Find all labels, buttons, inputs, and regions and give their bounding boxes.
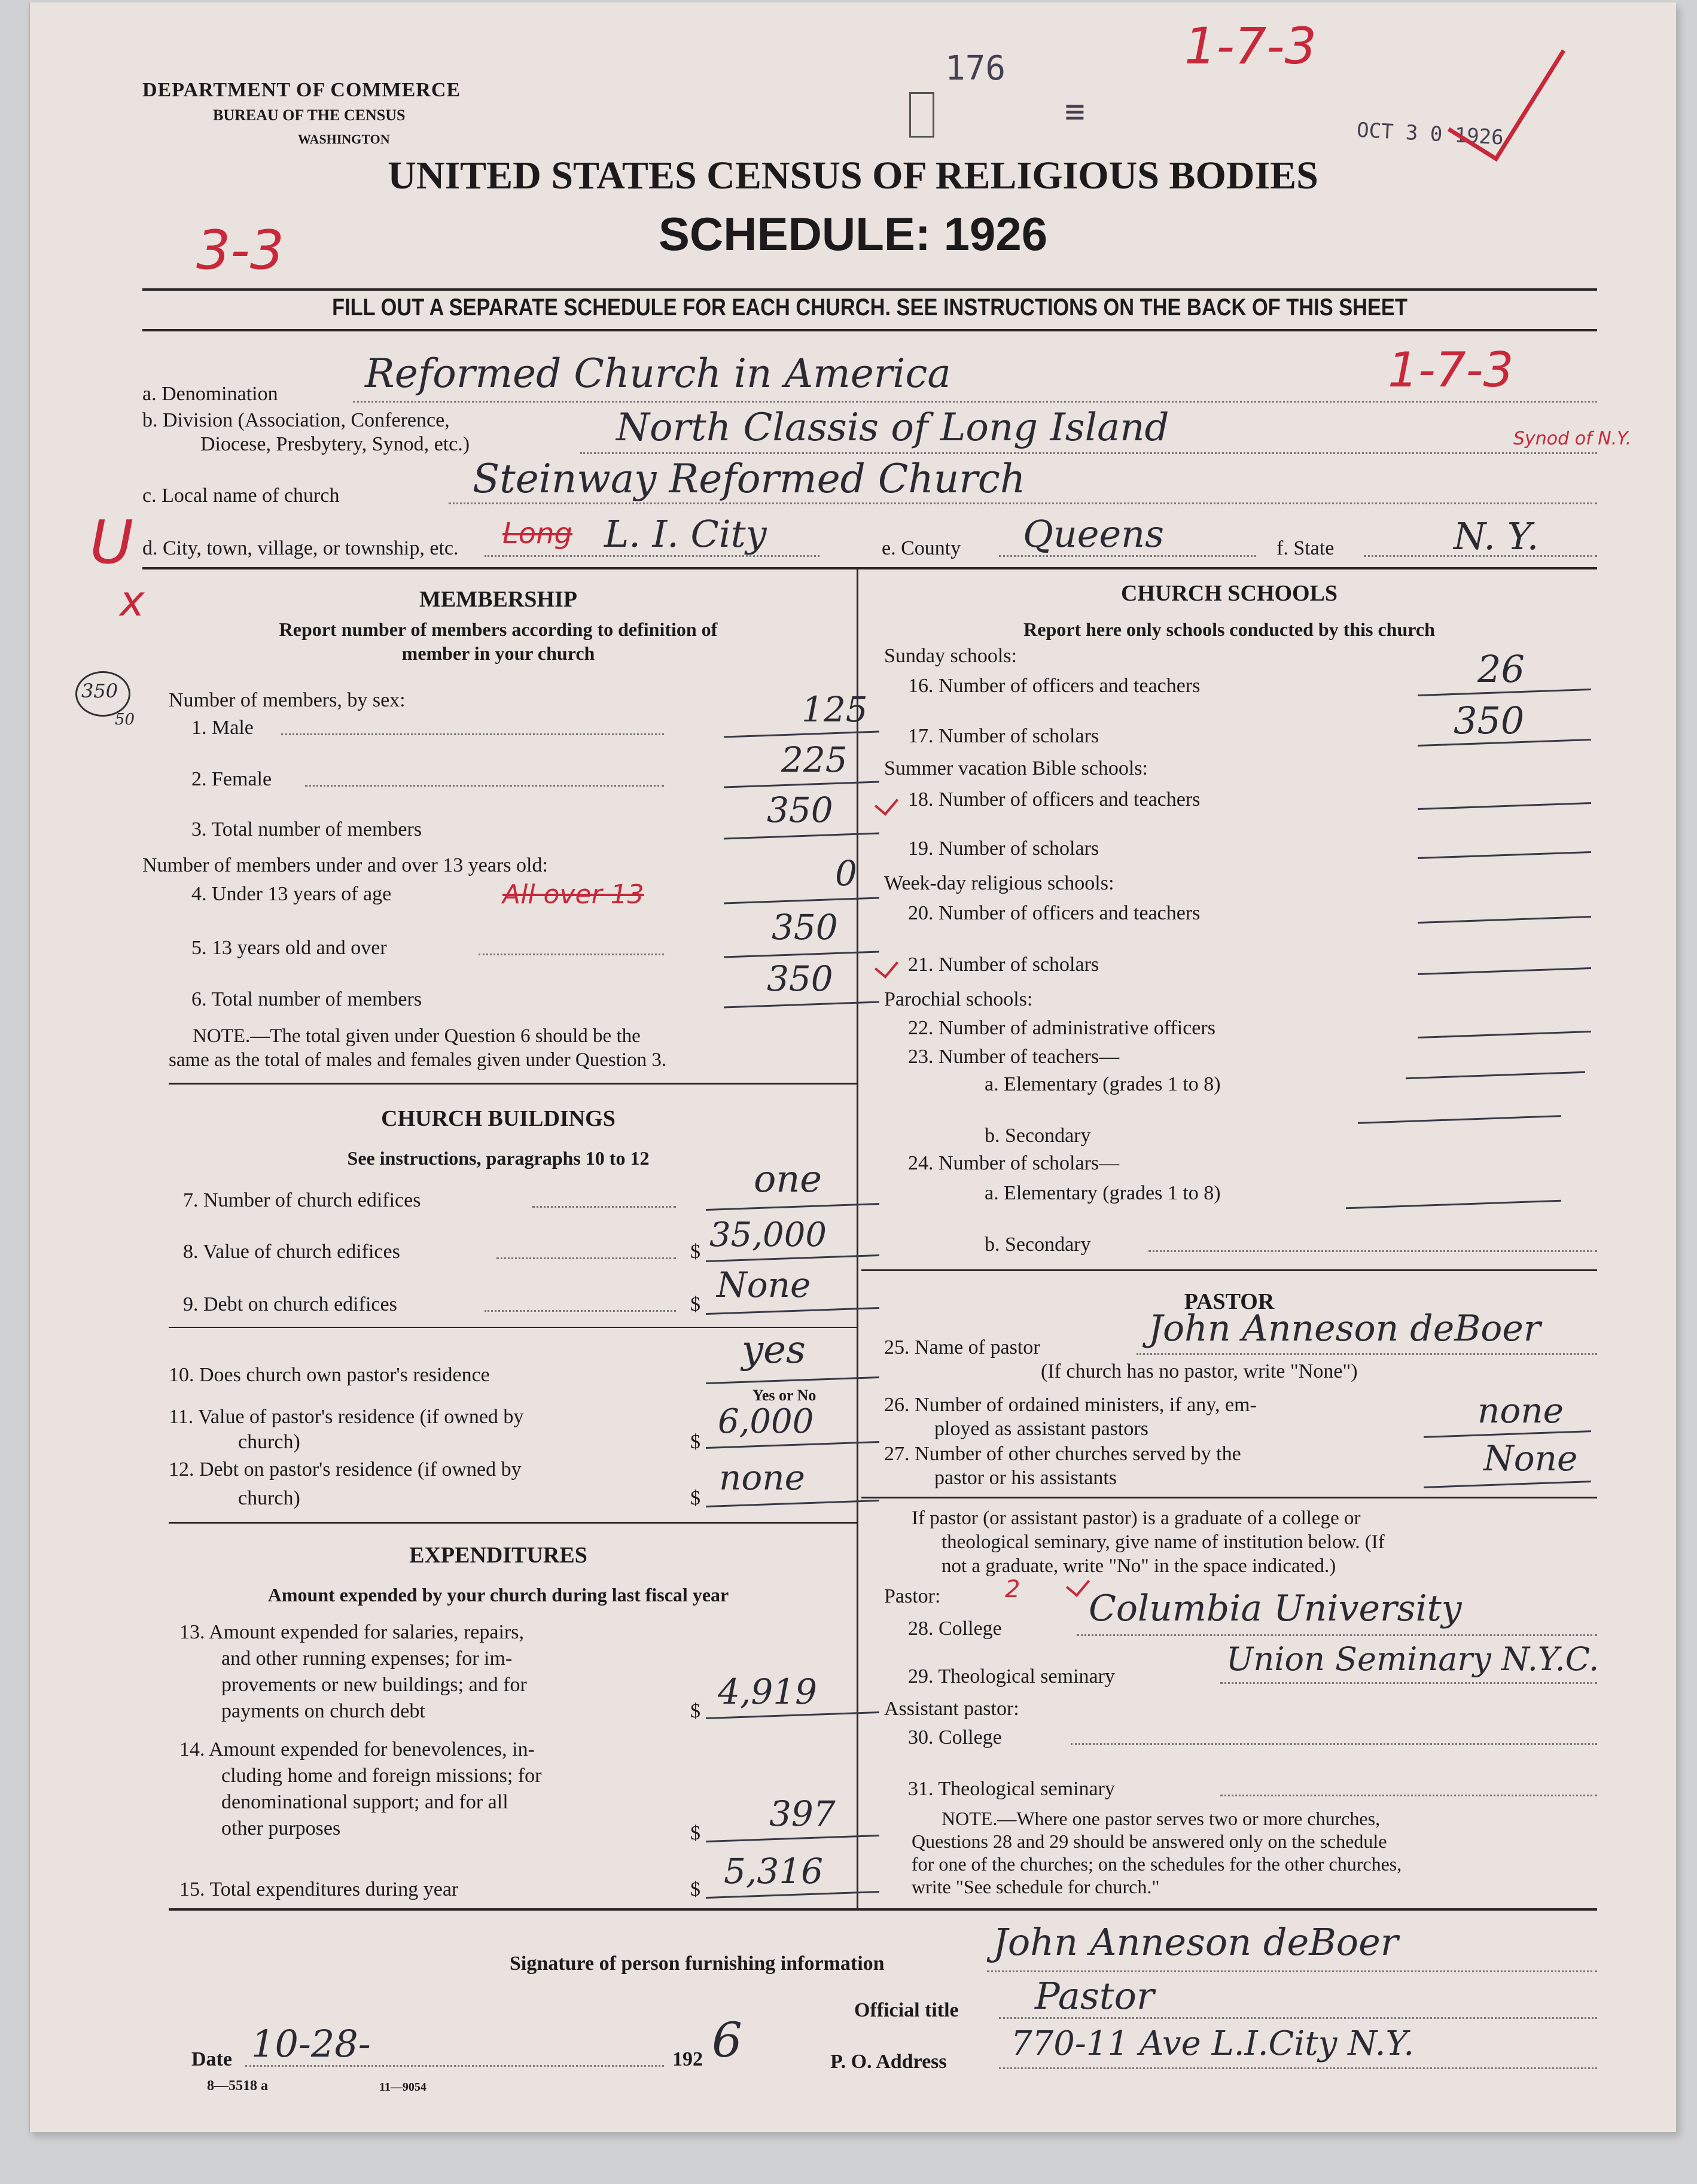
county-line xyxy=(999,555,1256,557)
margin-circle-value: 350 xyxy=(81,680,118,702)
synod-note: Synod of N.Y. xyxy=(1513,428,1632,449)
q24-label: 24. Number of scholars— xyxy=(908,1152,1120,1174)
q29-label: 29. Theological seminary xyxy=(908,1665,1115,1688)
q12-answer-line xyxy=(706,1500,879,1507)
date-label: Date xyxy=(191,2048,232,2070)
q27-label-1: 27. Number of other churches served by the xyxy=(884,1443,1241,1465)
q2-line xyxy=(305,785,664,787)
city-value: L. I. City xyxy=(604,512,767,556)
side-code: 1-7-3 xyxy=(1388,342,1514,398)
q8-line xyxy=(496,1257,676,1259)
city-label: WASHINGTON xyxy=(298,132,390,147)
date-value: 10-28- xyxy=(251,2022,371,2066)
state-line xyxy=(1364,555,1597,557)
q9-line xyxy=(485,1310,676,1312)
q6-total-label: 6. Total number of members xyxy=(191,988,422,1010)
county-label: e. County xyxy=(882,537,961,559)
schools-intro: Report here only schools conducted by this church xyxy=(1023,619,1435,640)
pastor-mark: 2 xyxy=(1005,1576,1020,1603)
q18-answer-line xyxy=(1418,802,1591,810)
q28-value: Columbia University xyxy=(1089,1588,1462,1629)
margin-x: x xyxy=(120,577,145,626)
q9-dollar: $ xyxy=(690,1293,700,1315)
members-by-age-label: Number of members under and over 13 years old: xyxy=(142,854,548,876)
q14-answer-line xyxy=(706,1835,879,1842)
q12-label-1: 12. Debt on pastor's residence (if owned by xyxy=(169,1458,522,1481)
left-code: 3-3 xyxy=(196,219,284,282)
margin-u: U xyxy=(90,507,134,577)
parochial-schools-label: Parochial schools: xyxy=(884,988,1033,1010)
q25-line xyxy=(1137,1353,1597,1355)
q8-dollar: $ xyxy=(690,1241,700,1263)
q14-line-3: denominational support; and for all xyxy=(221,1791,508,1813)
q7-answer-line xyxy=(706,1203,879,1211)
q15-answer-line xyxy=(706,1891,879,1899)
q24b-line xyxy=(1148,1250,1597,1252)
expenditures-heading: EXPENDITURES xyxy=(409,1543,587,1568)
q13-value: 4,919 xyxy=(718,1671,818,1712)
local-name-value: Steinway Reformed Church xyxy=(473,456,1026,502)
q9-answer-line xyxy=(706,1307,879,1315)
denomination-value: Reformed Church in America xyxy=(365,351,951,397)
summer-schools-label: Summer vacation Bible schools: xyxy=(884,757,1148,779)
column-divider xyxy=(857,569,858,1909)
q7-label: 7. Number of church edifices xyxy=(183,1189,421,1211)
q12-dollar: $ xyxy=(690,1487,700,1509)
red-checkmark xyxy=(1448,21,1565,162)
expenditures-intro: Amount expended by your church during last fiscal year xyxy=(267,1584,729,1606)
q19-label: 19. Number of scholars xyxy=(908,837,1099,860)
q9-value: None xyxy=(717,1265,811,1305)
q4-struck-text: All over 13 xyxy=(502,879,644,910)
q10-hint: Yes or No xyxy=(752,1387,816,1404)
q1-male-label: 1. Male xyxy=(191,717,254,739)
q7-line xyxy=(532,1206,676,1208)
q13-line-3: provements or new buildings; and for xyxy=(221,1674,527,1696)
q26-value: none xyxy=(1477,1390,1564,1431)
q1-male-value: 125 xyxy=(802,689,868,730)
q15-label: 15. Total expenditures during year xyxy=(179,1878,459,1900)
q8-label: 8. Value of church edifices xyxy=(183,1241,400,1263)
q24b-label: b. Secondary xyxy=(985,1233,1091,1256)
membership-note-1: NOTE.—The total given under Question 6 should be the xyxy=(193,1025,641,1047)
form-code: 8—5518 a xyxy=(207,2078,268,2094)
q16-label: 16. Number of officers and teachers xyxy=(908,675,1201,697)
q31-label: 31. Theological seminary xyxy=(908,1778,1115,1800)
q12-value: none xyxy=(719,1457,805,1498)
pastor-note-3: for one of the churches; on the schedules for the other churches, xyxy=(912,1853,1402,1875)
graduate-text-2: theological seminary, give name of institution below. (If xyxy=(942,1531,1385,1553)
q14-line-1: 14. Amount expended for benevolences, in- xyxy=(179,1738,535,1760)
q7-value: one xyxy=(754,1157,822,1201)
date-line xyxy=(245,2065,664,2067)
po-address-label: P. O. Address xyxy=(830,2051,947,2073)
q21-label: 21. Number of scholars xyxy=(908,954,1099,976)
signature-line xyxy=(987,1970,1597,1972)
stamp-strike: ≡ xyxy=(1065,92,1085,131)
q3-total-value: 350 xyxy=(767,790,833,830)
q12-label-2: church) xyxy=(238,1487,300,1509)
q26-answer-line xyxy=(1424,1430,1591,1438)
pastor-sublabel: Pastor: xyxy=(884,1585,941,1607)
q29-value: Union Seminary N.Y.C. xyxy=(1226,1640,1599,1678)
q23a-label: a. Elementary (grades 1 to 8) xyxy=(985,1073,1221,1095)
q21-answer-line xyxy=(1418,967,1591,975)
q15-value: 5,316 xyxy=(724,1851,824,1891)
rule-bottom xyxy=(169,1908,1597,1911)
margin-under-value: 50 xyxy=(115,711,135,729)
rule-membership xyxy=(169,1083,857,1085)
q25-label: 25. Name of pastor xyxy=(884,1336,1040,1358)
signature-label: Signature of person furnishing information xyxy=(510,1952,885,1975)
q11-label-2: church) xyxy=(238,1431,300,1453)
q6-total-value: 350 xyxy=(767,958,833,999)
q3-answer-line xyxy=(724,832,879,839)
q11-label-1: 11. Value of pastor's residence (if owned by xyxy=(169,1406,524,1428)
q13-line-1: 13. Amount expended for salaries, repairs, xyxy=(179,1621,524,1643)
q26-label-1: 26. Number of ordained ministers, if any, em- xyxy=(884,1394,1257,1416)
q13-dollar: $ xyxy=(690,1700,700,1722)
signature-value: John Anneson deBoer xyxy=(993,1920,1399,1964)
q10-value: yes xyxy=(742,1328,806,1372)
q30-line xyxy=(1071,1743,1597,1745)
q23a-answer-line xyxy=(1406,1071,1585,1079)
state-label: f. State xyxy=(1276,537,1335,559)
q23b-label: b. Secondary xyxy=(985,1125,1091,1147)
denomination-line xyxy=(353,401,1597,403)
q2-female-label: 2. Female xyxy=(191,768,272,790)
division-label-1: b. Division (Association, Conference, xyxy=(142,409,450,431)
q20-answer-line xyxy=(1418,916,1591,924)
buildings-heading: CHURCH BUILDINGS xyxy=(381,1106,616,1131)
members-by-sex-label: Number of members, by sex: xyxy=(169,689,406,711)
q20-label: 20. Number of officers and teachers xyxy=(908,902,1201,924)
q13-answer-line xyxy=(706,1711,879,1719)
q5-answer-line xyxy=(724,951,879,958)
q24a-label: a. Elementary (grades 1 to 8) xyxy=(985,1182,1221,1204)
q22-answer-line xyxy=(1418,1031,1591,1038)
sunday-schools-label: Sunday schools: xyxy=(884,645,1017,667)
q24a-answer-line xyxy=(1346,1200,1561,1210)
q6-red-check xyxy=(875,954,898,978)
q4-under13-label: 4. Under 13 years of age xyxy=(191,883,392,905)
q8-answer-line xyxy=(706,1254,879,1262)
q26-label-2: ployed as assistant pastors xyxy=(934,1418,1148,1440)
q5-over13-value: 350 xyxy=(772,907,838,948)
q10-answer-line xyxy=(706,1376,879,1384)
stamp-box xyxy=(909,92,934,138)
po-address-value: 770-11 Ave L.I.City N.Y. xyxy=(1011,2024,1414,2063)
pastor-note-1: NOTE.—Where one pastor serves two or more churches, xyxy=(942,1808,1381,1829)
q27-value: None xyxy=(1483,1438,1578,1479)
q11-dollar: $ xyxy=(690,1431,700,1453)
schools-heading: CHURCH SCHOOLS xyxy=(1120,581,1338,606)
city-label: d. City, town, village, or township, etc. xyxy=(142,537,459,559)
q5-over13-label: 5. 13 years old and over xyxy=(191,937,387,959)
q6-answer-line xyxy=(724,1001,879,1008)
q28-label: 28. College xyxy=(908,1618,1002,1640)
official-title-label: Official title xyxy=(854,1999,959,2021)
q23-label: 23. Number of teachers— xyxy=(908,1046,1120,1068)
census-schedule-sheet xyxy=(29,2,1676,2132)
weekday-schools-label: Week-day religious schools: xyxy=(884,872,1114,894)
q19-answer-line xyxy=(1418,851,1591,859)
graduate-text-3: not a graduate, write "No" in the space indicated.) xyxy=(942,1555,1336,1577)
rule-identity xyxy=(142,567,1597,569)
q2-answer-line xyxy=(724,781,879,788)
q29-line xyxy=(1220,1682,1597,1684)
rule-pastor xyxy=(861,1497,1597,1498)
pastor-heading: PASTOR xyxy=(1184,1289,1275,1314)
q16-value: 26 xyxy=(1477,647,1525,691)
page-title: UNITED STATES CENSUS OF RELIGIOUS BODIES xyxy=(388,154,1318,197)
stamp-number: 176 xyxy=(945,49,1006,88)
q1-answer-line xyxy=(724,730,879,738)
membership-note-2: same as the total of males and females given under Question 3. xyxy=(169,1049,667,1071)
q9-label: 9. Debt on church edifices xyxy=(183,1293,397,1315)
q17-value: 350 xyxy=(1454,699,1525,742)
pastor-note-2: Questions 28 and 29 should be answered only on the schedule xyxy=(912,1830,1387,1852)
q27-label-2: pastor or his assistants xyxy=(934,1467,1117,1489)
membership-intro-2: member in your church xyxy=(401,642,595,664)
graduate-text-1: If pastor (or assistant pastor) is a graduate of a college or xyxy=(912,1507,1361,1529)
city-struck-word: Long xyxy=(502,517,572,550)
print-code: 11—9054 xyxy=(379,2081,426,2094)
q4-answer-line xyxy=(724,897,879,904)
q8-value: 35,000 xyxy=(709,1216,827,1254)
year-prefix: 192 xyxy=(672,2048,703,2070)
q3-red-check xyxy=(875,791,898,815)
county-value: Queens xyxy=(1023,512,1164,556)
rule-top xyxy=(142,288,1597,291)
assistant-sublabel: Assistant pastor: xyxy=(884,1698,1019,1720)
q11-answer-line xyxy=(706,1441,879,1449)
top-code: 1-7-3 xyxy=(1184,17,1317,75)
q30-label: 30. College xyxy=(908,1726,1002,1749)
q13-line-4: payments on church debt xyxy=(221,1700,425,1722)
q1-line xyxy=(281,733,664,735)
instruction-banner: FILL OUT A SEPARATE SCHEDULE FOR EACH CHURCH. SEE INSTRUCTIONS ON THE BACK OF THIS SHEET xyxy=(332,294,1407,321)
q2-female-value: 225 xyxy=(781,739,848,780)
official-title-line xyxy=(999,2017,1597,2019)
membership-heading: MEMBERSHIP xyxy=(419,587,577,612)
local-name-line xyxy=(449,502,1597,504)
local-name-label: c. Local name of church xyxy=(142,485,340,507)
q18-label: 18. Number of officers and teachers xyxy=(908,788,1201,811)
state-value: N. Y. xyxy=(1454,514,1539,558)
q14-dollar: $ xyxy=(690,1822,700,1844)
department-label: DEPARTMENT OF COMMERCE xyxy=(142,79,461,101)
q10-label: 10. Does church own pastor's residence xyxy=(169,1364,490,1386)
official-title-value: Pastor xyxy=(1035,1974,1154,2018)
rule-schools xyxy=(861,1269,1597,1271)
year-digit: 6 xyxy=(712,2012,742,2068)
q17-label: 17. Number of scholars xyxy=(908,725,1099,747)
q25-hint: (If church has no pastor, write "None") xyxy=(1041,1360,1358,1382)
q14-line-2: cluding home and foreign missions; for xyxy=(221,1765,542,1787)
membership-intro-1: Report number of members according to definition of xyxy=(279,619,718,640)
q15-dollar: $ xyxy=(690,1878,700,1900)
q13-line-2: and other running expenses; for im- xyxy=(221,1647,513,1670)
buildings-intro: See instructions, paragraphs 10 to 12 xyxy=(347,1147,650,1169)
division-label-2: Diocese, Presbytery, Synod, etc.) xyxy=(200,433,470,455)
q27-answer-line xyxy=(1424,1481,1591,1488)
q3-total-label: 3. Total number of members xyxy=(191,818,422,840)
denomination-label: a. Denomination xyxy=(142,383,278,405)
q14-line-4: other purposes xyxy=(221,1817,341,1839)
q14-value: 397 xyxy=(769,1793,836,1834)
q11-value: 6,000 xyxy=(718,1402,814,1441)
page-subtitle: SCHEDULE: 1926 xyxy=(658,208,1048,260)
q25-value: John Anneson deBoer xyxy=(1148,1308,1541,1350)
q4-under13-value: 0 xyxy=(835,853,857,894)
division-value: North Classis of Long Island xyxy=(616,406,1169,450)
q31-line xyxy=(1220,1795,1597,1796)
division-line xyxy=(580,452,1597,454)
q23b-answer-line xyxy=(1358,1115,1561,1124)
received-date-stamp: OCT 3 0 1926 xyxy=(1356,118,1504,150)
bureau-label: BUREAU OF THE CENSUS xyxy=(213,106,406,124)
city-line xyxy=(485,555,819,557)
po-address-line xyxy=(999,2067,1597,2069)
rule-buildings xyxy=(169,1522,857,1524)
pastor-note-4: write "See schedule for church." xyxy=(912,1876,1160,1897)
rule-instruction xyxy=(142,329,1597,331)
q28-line xyxy=(1077,1634,1597,1636)
q5-line xyxy=(479,954,664,955)
q22-label: 22. Number of administrative officers xyxy=(908,1017,1215,1039)
